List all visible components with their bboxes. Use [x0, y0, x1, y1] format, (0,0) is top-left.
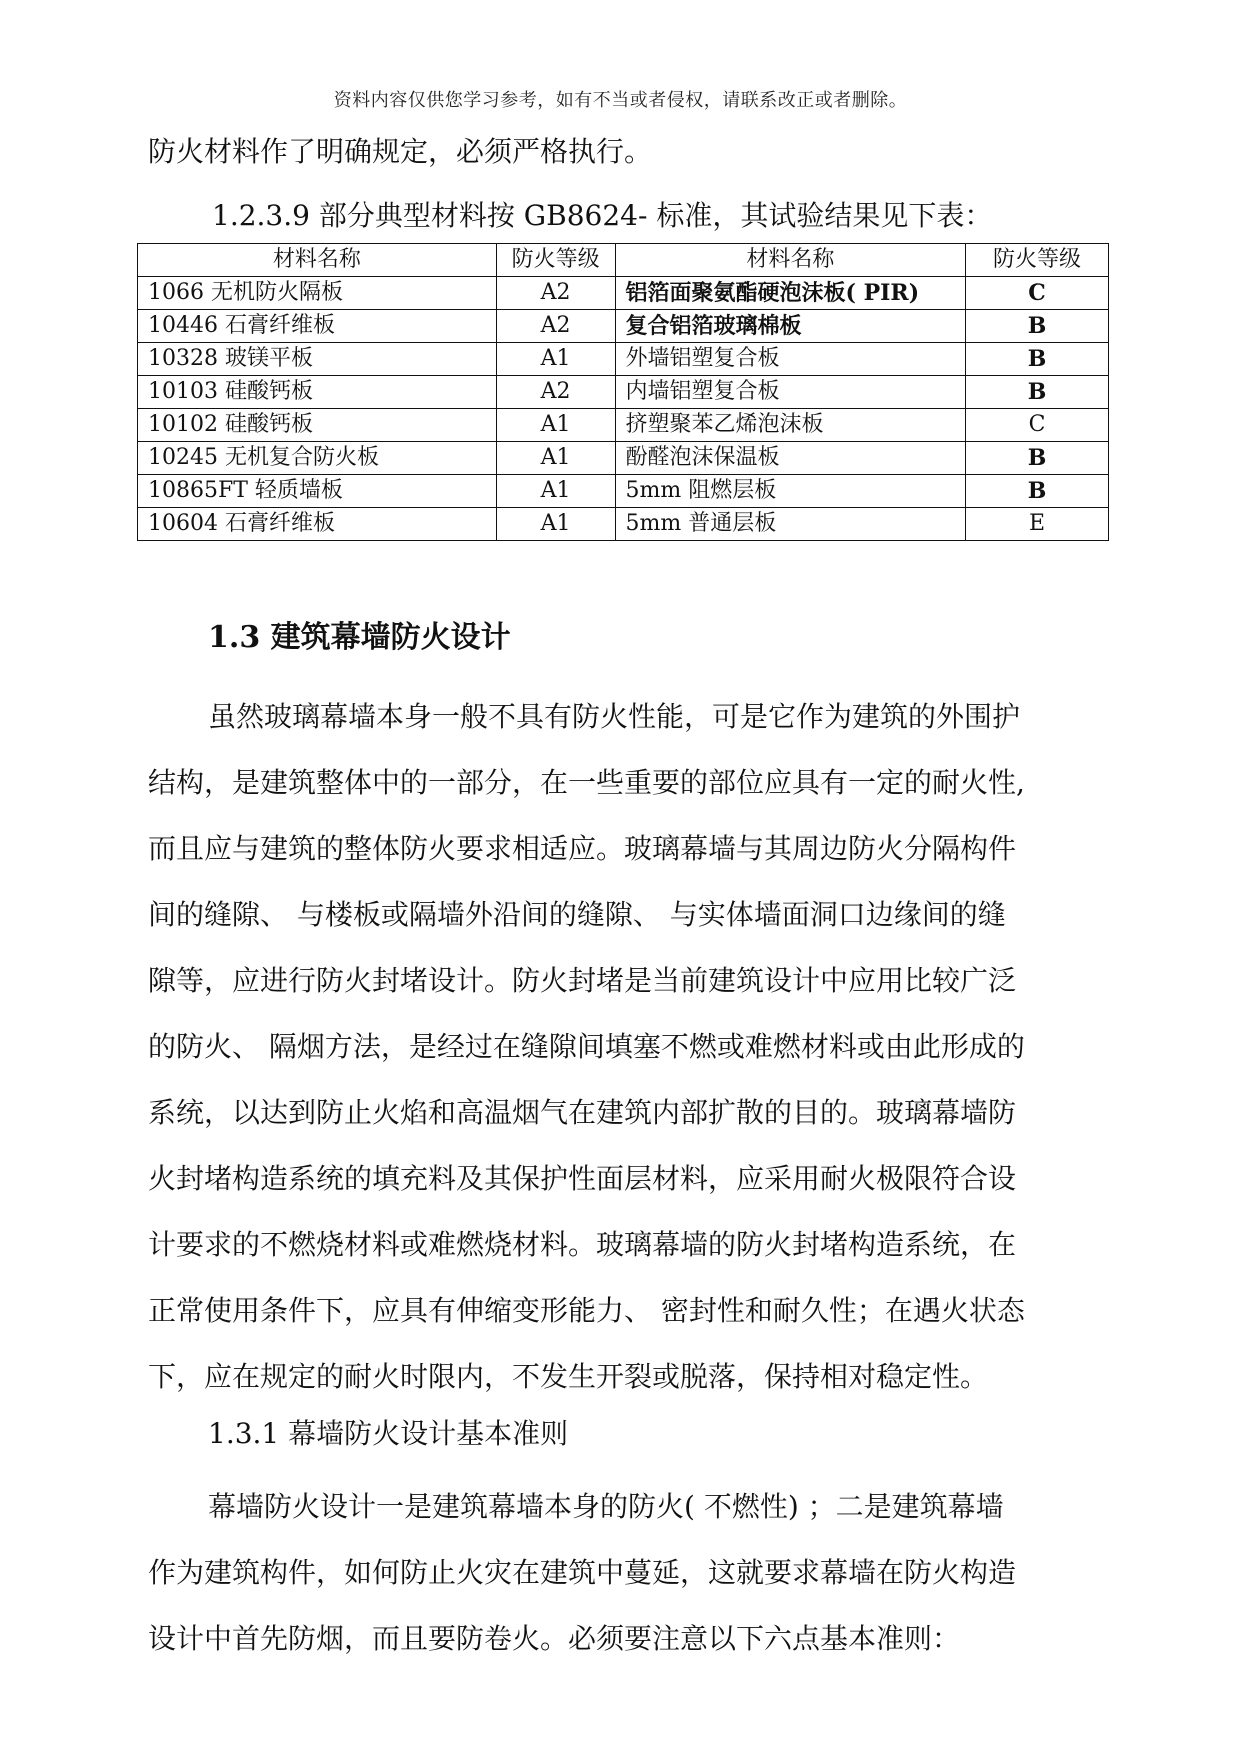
table-cell: 5mm 阻燃层板	[615, 475, 966, 508]
header-fire-rating-1: 防火等级	[496, 244, 615, 277]
table-cell: A1	[496, 442, 615, 475]
table-cell: A1	[496, 409, 615, 442]
table-cell: 10446 石膏纤维板	[138, 310, 497, 343]
table-row	[138, 442, 1109, 475]
table-cell: B	[966, 343, 1109, 376]
paragraph-line: 作为建筑构件，如何防止火灾在建筑中蔓延，这就要求幕墙在防火构造	[148, 1556, 1017, 1589]
paragraph-line: 幕墙防火设计一是建筑幕墙本身的防火( 不燃性) ；二是建筑幕墙	[208, 1490, 1004, 1523]
table-cell: A2	[496, 376, 615, 409]
paragraph-line: 间的缝隙、 与楼板或隔墙外沿间的缝隙、 与实体墙面洞口边缘间的缝	[148, 898, 1006, 931]
table-cell: A1	[496, 508, 615, 541]
header-material-name-1: 材料名称	[138, 244, 497, 277]
paragraph-line: 正常使用条件下，应具有伸缩变形能力、 密封性和耐久性；在遇火状态	[148, 1294, 1025, 1327]
table-cell: B	[966, 310, 1109, 343]
subsection-heading: 1.3.1 幕墙防火设计基本准则	[208, 1417, 569, 1450]
header-material-name-2: 材料名称	[615, 244, 966, 277]
paragraph-line: 系统，以达到防止火焰和高温烟气在建筑内部扩散的目的。玻璃幕墙防	[148, 1096, 1017, 1129]
table-row	[138, 376, 1109, 409]
paragraph-line: 的防火、 隔烟方法，是经过在缝隙间填塞不燃或难燃材料或由此形成的	[148, 1030, 1025, 1063]
table-cell: A2	[496, 277, 615, 310]
paragraph-line: 而且应与建筑的整体防火要求相适应。玻璃幕墙与其周边防火分隔构件	[148, 832, 1017, 865]
table-row	[138, 343, 1109, 376]
paragraph-line: 火封堵构造系统的填充料及其保护性面层材料，应采用耐火极限符合设	[148, 1162, 1017, 1195]
subsection-paragraph	[148, 1474, 1108, 1672]
paragraph-line: 结构，是建筑整体中的一部分，在一些重要的部位应具有一定的耐火性,	[148, 766, 1025, 799]
table-cell: 5mm 普通层板	[615, 508, 966, 541]
table-row	[138, 277, 1109, 310]
section-heading: 1.3 建筑幕墙防火设计	[208, 620, 511, 655]
table-cell: 10103 硅酸钙板	[138, 376, 497, 409]
paragraph-line: 设计中首先防烟，而且要防卷火。必须要注意以下六点基本准则：	[148, 1622, 961, 1655]
table-cell: 内墙铝塑复合板	[615, 376, 966, 409]
table-cell: 10245 无机复合防火板	[138, 442, 497, 475]
table-cell: 10604 石膏纤维板	[138, 508, 497, 541]
paragraph-line: 隙等，应进行防火封堵设计。防火封堵是当前建筑设计中应用比较广泛	[148, 964, 1017, 997]
table-cell: B	[966, 376, 1109, 409]
header-fire-rating-2: 防火等级	[966, 244, 1109, 277]
table-cell: 外墙铝塑复合板	[615, 343, 966, 376]
table-row	[138, 508, 1109, 541]
section-paragraph	[148, 684, 1108, 1410]
table-cell: 复合铝箔玻璃棉板	[615, 310, 966, 343]
table-cell: B	[966, 475, 1109, 508]
table-cell: 10328 玻镁平板	[138, 343, 497, 376]
table-row	[138, 409, 1109, 442]
table-caption: 1.2.3.9 部分典型材料按 GB8624- 标准，其试验结果见下表：	[212, 199, 993, 232]
paragraph-line: 计要求的不燃烧材料或难燃烧材料。玻璃幕墙的防火封堵构造系统，在	[148, 1228, 1017, 1261]
table-cell: E	[966, 508, 1109, 541]
table-row	[138, 310, 1109, 343]
table-cell: A1	[496, 343, 615, 376]
lead-line: 防火材料作了明确规定，必须严格执行。	[148, 135, 653, 168]
table-cell: 酚醛泡沫保温板	[615, 442, 966, 475]
table-cell: C	[966, 277, 1109, 310]
table-cell: 挤塑聚苯乙烯泡沫板	[615, 409, 966, 442]
table-cell: 10865FT 轻质墙板	[138, 475, 497, 508]
table-cell: B	[966, 442, 1109, 475]
table-header-row	[138, 244, 1109, 277]
paragraph-line: 虽然玻璃幕墙本身一般不具有防火性能，可是它作为建筑的外围护	[208, 700, 1021, 733]
table-cell: 10102 硅酸钙板	[138, 409, 497, 442]
table-row	[138, 475, 1109, 508]
table-cell: A1	[496, 475, 615, 508]
materials-table	[137, 243, 1109, 541]
paragraph-line: 下，应在规定的耐火时限内，不发生开裂或脱落，保持相对稳定性。	[148, 1360, 989, 1393]
table-cell: A2	[496, 310, 615, 343]
table-cell: 铝箔面聚氨酯硬泡沫板( PIR)	[615, 277, 966, 310]
table-cell: C	[966, 409, 1109, 442]
watermark-notice: 资料内容仅供您学习参考，如有不当或者侵权，请联系改正或者删除。	[333, 90, 908, 111]
table-cell: 1066 无机防火隔板	[138, 277, 497, 310]
